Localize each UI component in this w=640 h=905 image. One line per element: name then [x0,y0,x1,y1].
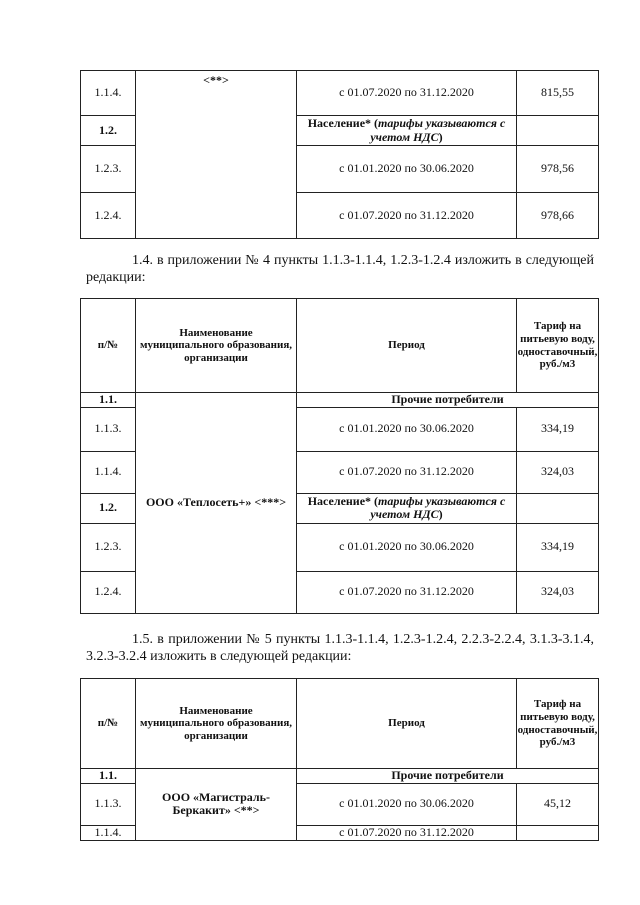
tariff-value: 324,03 [517,571,599,613]
organization-name: ООО «Магистраль-Беркакит» <**> [136,769,297,841]
empty-cell [517,493,599,523]
row-number: 1.2.4. [81,571,136,613]
section-population: Население* (тарифы указываются с учетом НДС) [297,493,517,523]
header-number: п/№ [81,679,136,769]
tariff-value [517,825,599,840]
period-cell: с 01.01.2020 по 30.06.2020 [297,146,517,193]
organization-name: <**> [136,71,297,239]
row-number: 1.1.3. [81,407,136,451]
period-cell: с 01.07.2020 по 31.12.2020 [297,451,517,493]
period-cell: с 01.07.2020 по 31.12.2020 [297,71,517,116]
tariff-table-continued [80,70,599,239]
tariff-value: 978,56 [517,146,599,193]
header-number: п/№ [81,299,136,393]
section-other-consumers: Прочие потребители [297,769,599,784]
period-cell: с 01.07.2020 по 31.12.2020 [297,571,517,613]
tariff-value: 334,19 [517,523,599,571]
period-cell: с 01.07.2020 по 31.12.2020 [297,193,517,239]
header-organization: Наименование муниципального образования, организации [136,299,297,393]
paragraph-1-4: 1.4. в приложении № 4 пункты 1.1.3-1.1.4, 1.2.3-1.2.4 изложить в следующей редакции: [86,253,594,285]
header-tariff: Тариф на питьевую воду, одноставочный, руб./м3 [517,299,599,393]
tariff-table-appendix-5 [80,678,599,841]
section-number: 1.1. [81,769,136,784]
header-organization: Наименование муниципального образования, организации [136,679,297,769]
row-number: 1.2.4. [81,193,136,239]
section-number: 1.2. [81,116,136,146]
row-number: 1.1.4. [81,451,136,493]
period-cell: с 01.01.2020 по 30.06.2020 [297,783,517,825]
period-cell: с 01.01.2020 по 30.06.2020 [297,407,517,451]
header-period: Период [297,299,517,393]
tariff-value: 324,03 [517,451,599,493]
row-number: 1.2.3. [81,146,136,193]
tariff-value: 334,19 [517,407,599,451]
row-number: 1.1.4. [81,825,136,840]
row-number: 1.1.3. [81,783,136,825]
section-other-consumers: Прочие потребители [297,393,599,408]
tariff-value: 815,55 [517,71,599,116]
tariff-table-appendix-4 [80,298,599,614]
header-period: Период [297,679,517,769]
empty-cell [517,116,599,146]
tariff-value: 45,12 [517,783,599,825]
period-cell: с 01.01.2020 по 30.06.2020 [297,523,517,571]
header-tariff: Тариф на питьевую воду, одноставочный, руб./м3 [517,679,599,769]
section-population: Население* (тарифы указываются с учетом НДС) [297,116,517,146]
section-number: 1.2. [81,493,136,523]
section-number: 1.1. [81,393,136,408]
period-cell: с 01.07.2020 по 31.12.2020 [297,825,517,840]
row-number: 1.1.4. [81,71,136,116]
tariff-value: 978,66 [517,193,599,239]
paragraph-1-5: 1.5. в приложении № 5 пункты 1.1.3-1.1.4, 1.2.3-1.2.4, 2.2.3-2.2.4, 3.1.3-3.1.4, 3.2.3-3.2.4 изложить в следующей редакции: [86,632,594,664]
organization-name: ООО «Теплосеть+» <***> [136,393,297,614]
row-number: 1.2.3. [81,523,136,571]
